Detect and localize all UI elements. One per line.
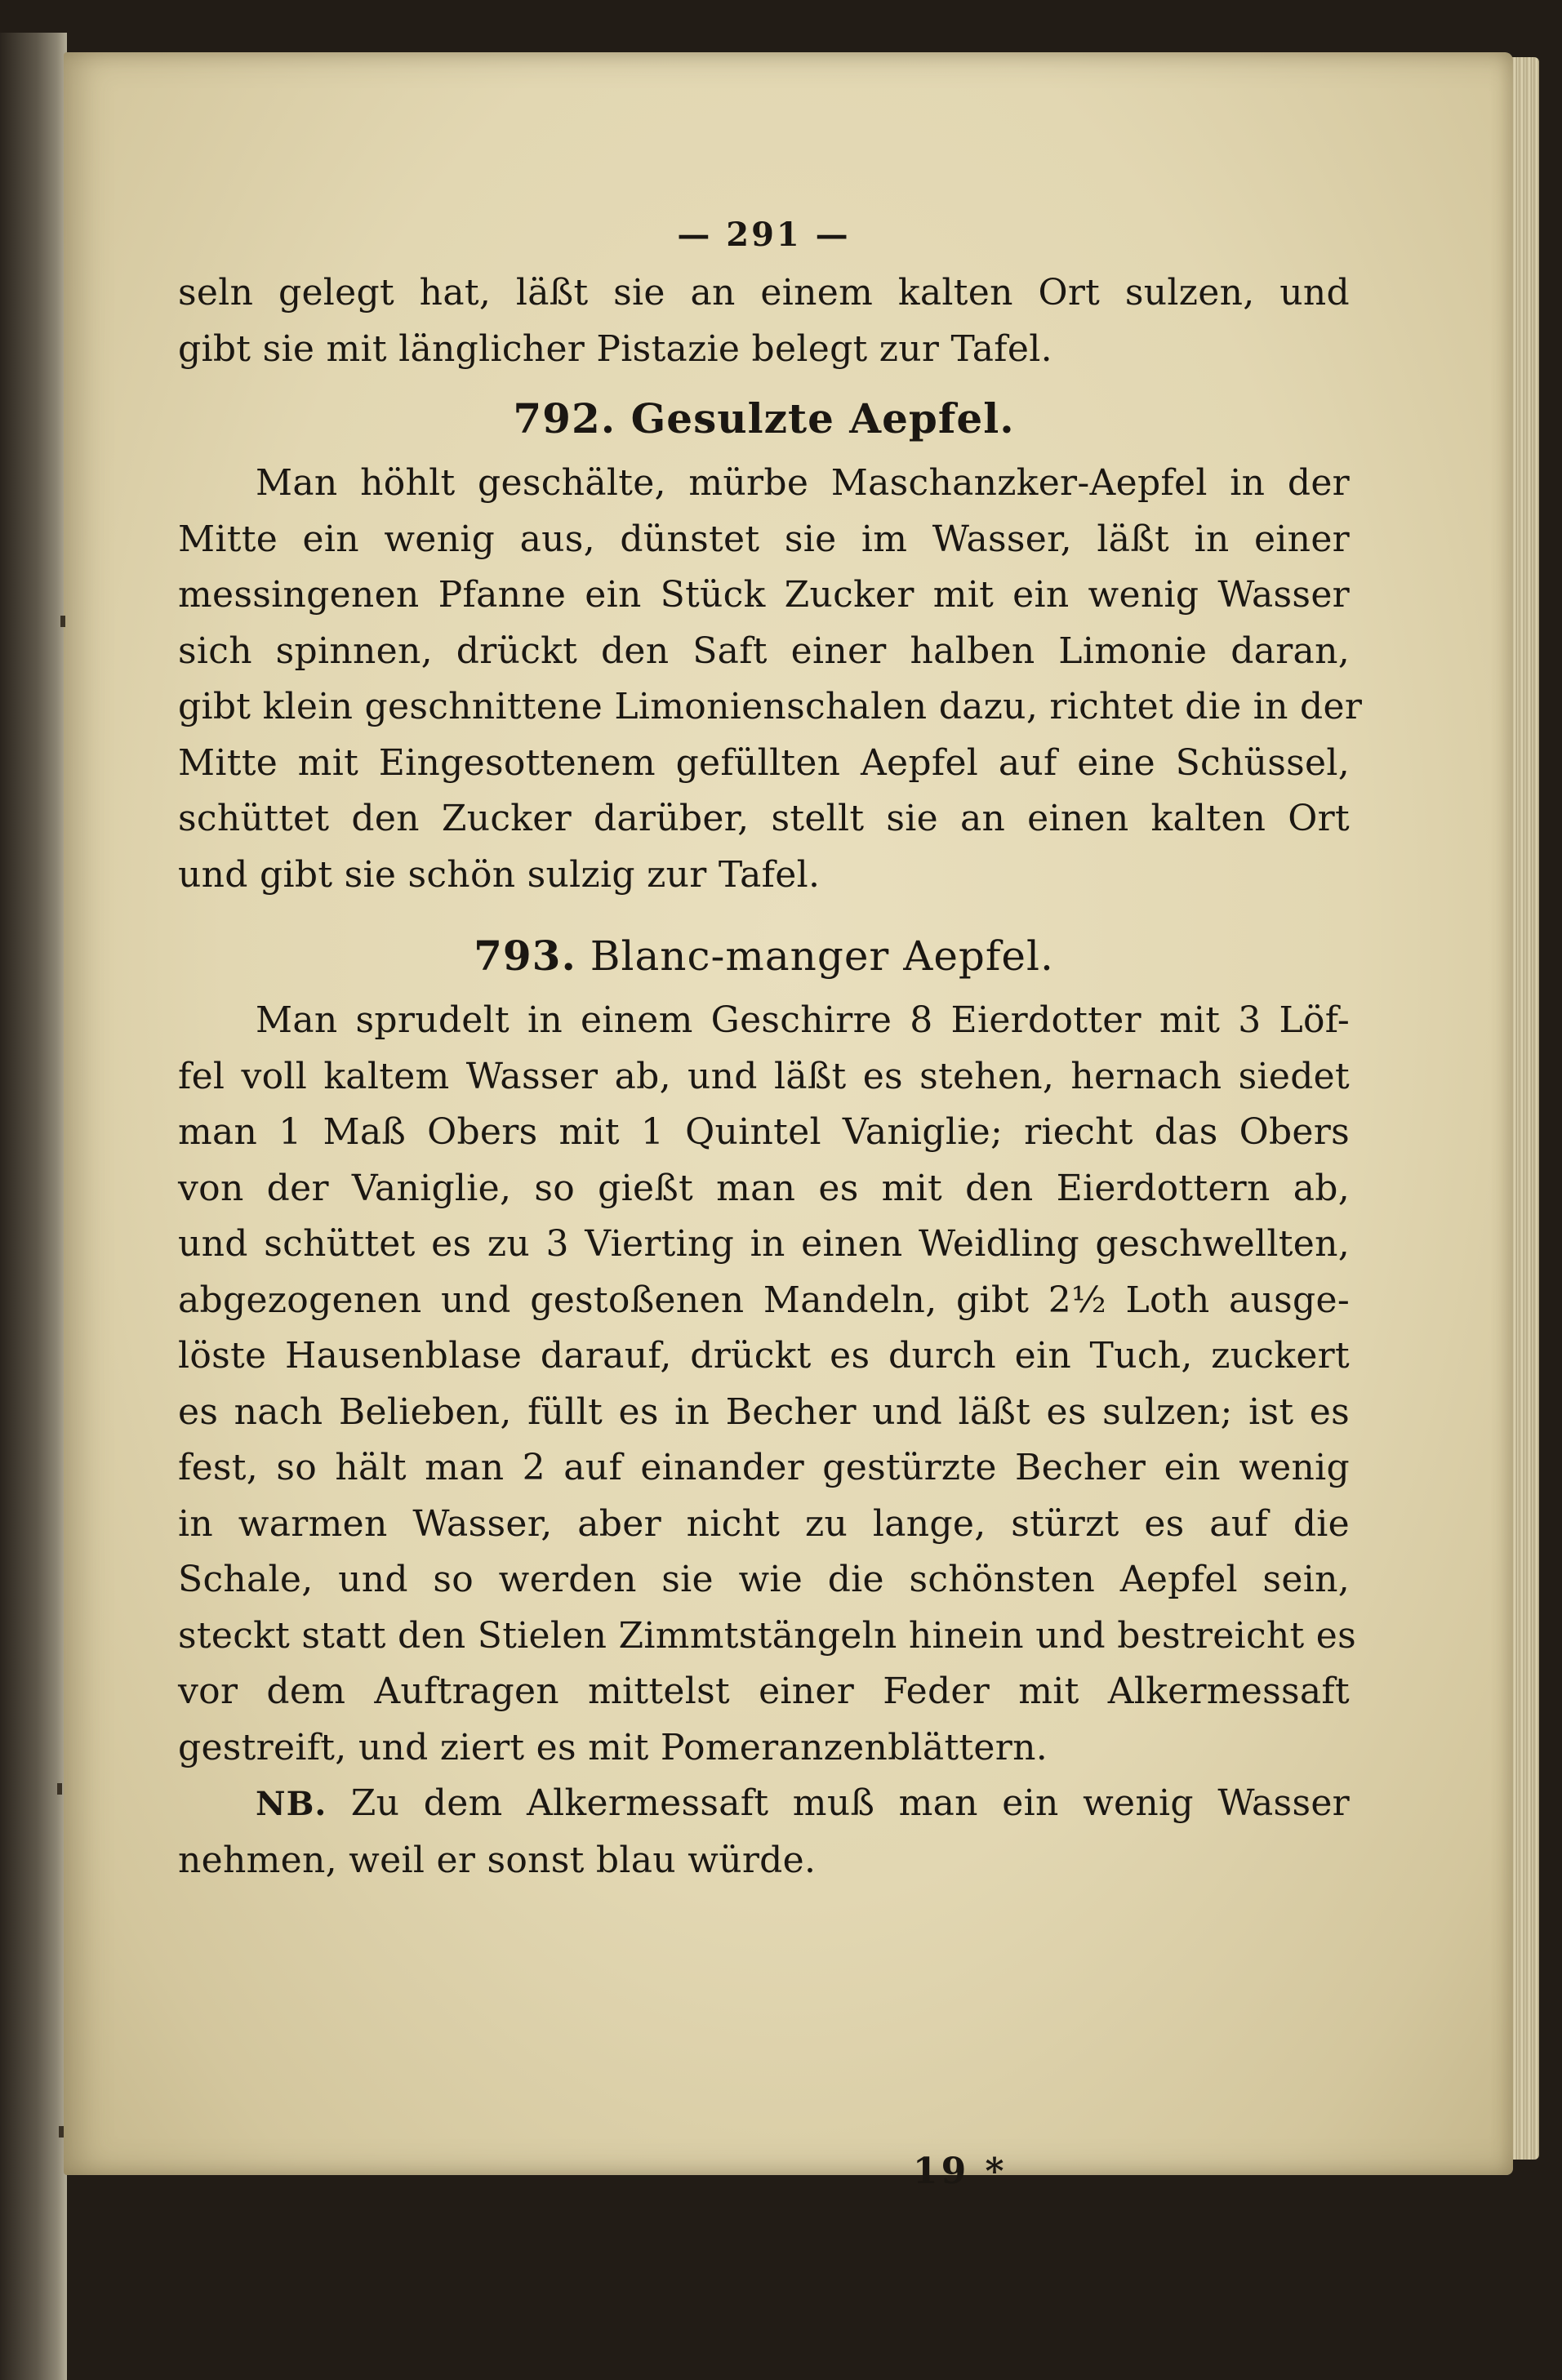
- text-line: nehmen, weil er sonst blau würde.: [178, 1839, 817, 1881]
- text-line: schüttet den Zucker darüber, stellt sie an einen kalten Ort: [178, 798, 1350, 839]
- recipe-number: 792.: [513, 394, 616, 443]
- margin-mark: [59, 2126, 64, 2138]
- page-content: [178, 216, 1363, 1888]
- nb-label: NB.: [256, 1785, 327, 1823]
- text-line: Man höhlt geschälte, mürbe Maschanzker-Aepfel in der: [256, 462, 1350, 504]
- recipe-heading-793: [178, 926, 1350, 986]
- recipe-title: Blanc-manger Aepfel.: [590, 932, 1054, 980]
- margin-mark: [60, 616, 65, 627]
- text-line: sich spinnen, drückt den Saft einer halben Limonie daran,: [178, 629, 1350, 672]
- text-line: löste Hausenblase darauf, drückt es durch ein Tuch, zuckert: [178, 1335, 1350, 1377]
- nb-text: Zu dem Alkermessaft muß man ein wenig Wasser: [350, 1782, 1350, 1824]
- text-line: messingenen Pfanne ein Stück Zucker mit ein wenig Wasser: [178, 574, 1350, 616]
- nb-note-line: [178, 1776, 1350, 1833]
- recipe-number: 793.: [474, 932, 576, 980]
- signature-mark: 19 *: [913, 2151, 1008, 2192]
- text-line: Mitte ein wenig aus, dünstet sie im Wasser, läßt in einer: [178, 518, 1350, 560]
- text-line: und gibt sie schön sulzig zur Tafel.: [178, 853, 821, 896]
- text-line: in warmen Wasser, aber nicht zu lange, stürzt es auf die: [178, 1502, 1350, 1545]
- text-line: gestreift, und ziert es mit Pomeranzenblättern.: [178, 1726, 1048, 1768]
- text-line: Schale, und so werden sie wie die schönsten Aepfel sein,: [178, 1559, 1350, 1600]
- text-line: fest, so hält man 2 auf einander gestürzte Becher ein wenig: [178, 1447, 1350, 1488]
- text-line: seln gelegt hat, läßt sie an einem kalten Ort sulzen, und: [178, 272, 1350, 314]
- text-line: Mitte mit Eingesottenem gefüllten Aepfel auf eine Schüssel,: [178, 741, 1350, 784]
- recipe-heading-792: [178, 389, 1350, 449]
- text-line: es nach Belieben, füllt es in Becher und läßt es sulzen; ist es: [178, 1390, 1350, 1433]
- text-line: gibt sie mit länglicher Pistazie belegt zur Tafel.: [178, 327, 1052, 370]
- text-line: gibt klein geschnittene Limonienschalen dazu, richtet die in der: [178, 686, 1363, 727]
- text-line: man 1 Maß Obers mit 1 Quintel Vaniglie; riecht das Obers: [178, 1111, 1350, 1153]
- margin-mark: [57, 1783, 62, 1795]
- text-line: fel voll kaltem Wasser ab, und läßt es stehen, hernach siedet: [178, 1055, 1350, 1097]
- book-cover-edge: [0, 33, 67, 2380]
- page-number: — 291 —: [677, 216, 851, 254]
- recipe-title: Gesulzte Aepfel.: [630, 394, 1015, 443]
- text-line: von der Vaniglie, so gießt man es mit den Eierdottern ab,: [178, 1167, 1350, 1209]
- recipe-793-paragraph: [178, 993, 1357, 1888]
- intro-paragraph: [178, 265, 1350, 377]
- text-line: steckt statt den Stielen Zimmtstängeln hinein und bestreicht es: [178, 1614, 1357, 1657]
- book-page: [64, 52, 1513, 2192]
- text-line: abgezogenen und gestoßenen Mandeln, gibt 2½ Loth ausge-: [178, 1279, 1350, 1321]
- text-line: Man sprudelt in einem Geschirre 8 Eierdotter mit 3 Löf-: [256, 999, 1350, 1041]
- text-line: und schüttet es zu 3 Vierting in einen Weidling geschwellten,: [178, 1223, 1350, 1265]
- recipe-792-paragraph: [178, 456, 1363, 903]
- text-line: vor dem Auftragen mittelst einer Feder mit Alkermessaft: [178, 1670, 1350, 1712]
